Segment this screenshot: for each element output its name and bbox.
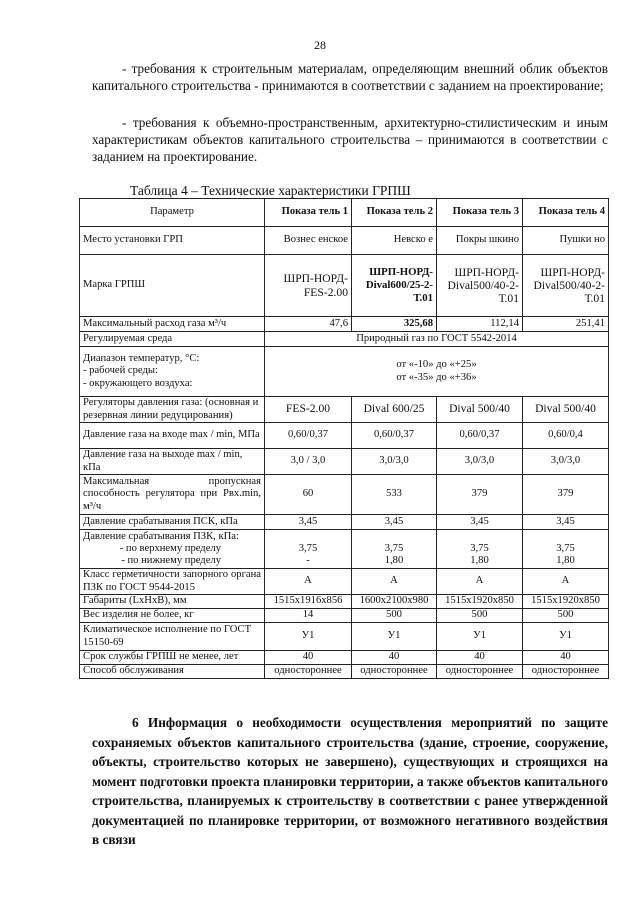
row-label: Способ обслуживания <box>80 665 265 679</box>
table-cell: 500 <box>352 609 437 623</box>
table-cell: 3,45 <box>437 515 523 530</box>
table-row <box>80 609 609 623</box>
table-cell: 500 <box>437 609 523 623</box>
table-row <box>80 651 609 665</box>
table-cell: 40 <box>523 651 609 665</box>
table-row <box>80 475 609 515</box>
header-col-4: Показа тель 4 <box>523 199 609 227</box>
table-row <box>80 332 609 347</box>
table-cell: 3,75 1,80 <box>437 530 523 569</box>
table-cell-merged: Природный газ по ГОСТ 5542-2014 <box>265 332 609 347</box>
table-cell: ШРП-НОРД-Dival500/40-2-Т.01 <box>523 255 609 317</box>
table-cell: 3,75 1,80 <box>523 530 609 569</box>
header-col-2: Показа тель 2 <box>352 199 437 227</box>
table-cell: Вознес енское <box>265 227 352 255</box>
table-row <box>80 530 609 569</box>
table-row <box>80 347 609 397</box>
table-cell: 3,75 - <box>265 530 352 569</box>
row-label: Срок службы ГРПШ не менее, лет <box>80 651 265 665</box>
table-cell: 0,60/0,37 <box>437 423 523 449</box>
table-cell: 1600x2100x980 <box>352 595 437 609</box>
row-label: Класс герметичности запорного органа ПЗК по ГОСТ 9544-2015 <box>80 569 265 595</box>
table-cell: Dival 500/40 <box>523 397 609 423</box>
table-cell: 3,0/3,0 <box>352 449 437 475</box>
row-label: Вес изделия не более, кг <box>80 609 265 623</box>
row-label: Давление газа на входе max / min, МПа <box>80 423 265 449</box>
section-text: Информация о необходимости осуществления мероприятий по защите сохраняемых объектов капитального строительства (здание, строение, сооружение, объекты, строительство которых не завершено), существующих и строящихся на момент подготовки проекта планировки территории, а также объектов капитального строительства, планируемых к строительству в соответствии с ранее утвержденной документацией по планировке территории, от возможного негативного воздействия в связи <box>92 715 608 847</box>
label-line: Давление срабатывания ПЗК, кПа: <box>83 530 239 542</box>
table-row <box>80 397 609 423</box>
label-line: способность регулятора при Рвх.min, <box>83 488 261 500</box>
table-cell: одностороннее <box>523 665 609 679</box>
table-cell: У1 <box>352 623 437 651</box>
grpsh-spec-table <box>79 198 609 679</box>
row-label: Место установки ГРП <box>80 227 265 255</box>
table-cell-merged <box>265 347 609 397</box>
value-line: от «-35» до «+36» <box>396 371 477 383</box>
paragraph-materials-text: - требования к строительным материалам, определяющим внешний облик объектов капитального строительства - принимаются в соответствии с заданием на проектирование; <box>92 61 608 94</box>
table-cell: 0,60/0,37 <box>265 423 352 449</box>
table-header-row <box>80 199 609 227</box>
table-cell: 3,0/3,0 <box>437 449 523 475</box>
table-row <box>80 423 609 449</box>
table-cell: 40 <box>437 651 523 665</box>
table-cell: 379 <box>437 475 523 515</box>
table-cell: Dival 600/25 <box>352 397 437 423</box>
table-cell: 1515x1916x856 <box>265 595 352 609</box>
header-col-3: Показа тель 3 <box>437 199 523 227</box>
table-cell: 40 <box>265 651 352 665</box>
table-cell: Покры шкино <box>437 227 523 255</box>
table-cell: А <box>437 569 523 595</box>
row-label <box>80 347 265 397</box>
table-cell: FES-2.00 <box>265 397 352 423</box>
table-cell: одностороннее <box>437 665 523 679</box>
row-label: Марка ГРПШ <box>80 255 265 317</box>
label-line: м³/ч <box>83 500 102 512</box>
table-row <box>80 449 609 475</box>
table-row <box>80 515 609 530</box>
row-label: Регулируемая среда <box>80 332 265 347</box>
table-cell: 14 <box>265 609 352 623</box>
table-row <box>80 255 609 317</box>
row-label: Максимальный расход газа м³/ч <box>80 317 265 332</box>
table-cell: 533 <box>352 475 437 515</box>
label-line: Диапазон температур, °С: <box>83 353 200 365</box>
table-row <box>80 665 609 679</box>
label-line: - окружающего воздуха: <box>83 377 193 389</box>
table-cell: 112,14 <box>437 317 523 332</box>
table-row <box>80 569 609 595</box>
row-label <box>80 530 265 569</box>
table-cell: 3,0 / 3,0 <box>265 449 352 475</box>
table-cell: Dival 500/40 <box>437 397 523 423</box>
table-cell: 325,68 <box>352 317 437 332</box>
table-cell: ШРП-НОРД-Dival600/25-2-Т.01 <box>352 255 437 317</box>
row-label: Регуляторы давления газа: (основная и резервная линии редуцирования) <box>80 397 265 423</box>
table-cell: 60 <box>265 475 352 515</box>
table-cell: 3,45 <box>352 515 437 530</box>
table-cell: 3,45 <box>523 515 609 530</box>
paragraph-architecture <box>92 114 608 166</box>
table-cell: 0,60/0,4 <box>523 423 609 449</box>
table-cell: А <box>523 569 609 595</box>
paragraph-materials <box>92 60 608 94</box>
label-line: - по нижнему пределу <box>121 555 221 567</box>
table-cell: одностороннее <box>352 665 437 679</box>
table-cell: У1 <box>437 623 523 651</box>
table-cell: ШРП-НОРД- FES-2.00 <box>265 255 352 317</box>
table-cell: одностороннее <box>265 665 352 679</box>
row-label: Климатическое исполнение по ГОСТ 15150-69 <box>80 623 265 651</box>
paragraph-architecture-text: - требования к объемно-пространственным, архитектурно-стилистическим и иным характеристикам объектов капитального строительства – принимаются в соответствии с заданием на проектирование. <box>92 115 608 165</box>
section-6-heading <box>92 713 608 850</box>
table-cell: ШРП-НОРД-Dival500/40-2-Т.01 <box>437 255 523 317</box>
label-line: - по верхнему пределу <box>119 542 221 554</box>
table-cell: 500 <box>523 609 609 623</box>
table-cell: У1 <box>265 623 352 651</box>
table-cell: А <box>265 569 352 595</box>
row-label: Габариты (LxHxB), мм <box>80 595 265 609</box>
table-cell: 3,45 <box>265 515 352 530</box>
table-row <box>80 227 609 255</box>
table-cell: 251,41 <box>523 317 609 332</box>
header-col-1: Показа тель 1 <box>265 199 352 227</box>
table-cell: 1515x1920x850 <box>523 595 609 609</box>
table-cell: 0,60/0,37 <box>352 423 437 449</box>
table-cell: Пушки но <box>523 227 609 255</box>
table-cell: 47,6 <box>265 317 352 332</box>
table-cell: У1 <box>523 623 609 651</box>
table-row <box>80 317 609 332</box>
label-line: Максимальная пропускная <box>83 476 261 488</box>
table-cell: 3,75 1,80 <box>352 530 437 569</box>
table-row <box>80 623 609 651</box>
label-line: - рабочей среды: <box>83 365 158 377</box>
section-number: 6 <box>132 715 139 730</box>
row-label: Давление газа на выходе max / min, кПа <box>80 449 265 475</box>
row-label <box>80 475 265 515</box>
value-line: от «-10» до «+25» <box>396 359 477 371</box>
table-cell: 40 <box>352 651 437 665</box>
table-cell: 3,0/3,0 <box>523 449 609 475</box>
table-row <box>80 595 609 609</box>
page-number: 28 <box>314 38 326 52</box>
table-caption: Таблица 4 – Технические характеристики ГРПШ <box>130 183 411 198</box>
table-cell: 379 <box>523 475 609 515</box>
table-cell: А <box>352 569 437 595</box>
table-cell: 1515x1920x850 <box>437 595 523 609</box>
table-cell: Невско е <box>352 227 437 255</box>
header-param: Параметр <box>80 199 265 227</box>
row-label: Давление срабатывания ПСК, кПа <box>80 515 265 530</box>
